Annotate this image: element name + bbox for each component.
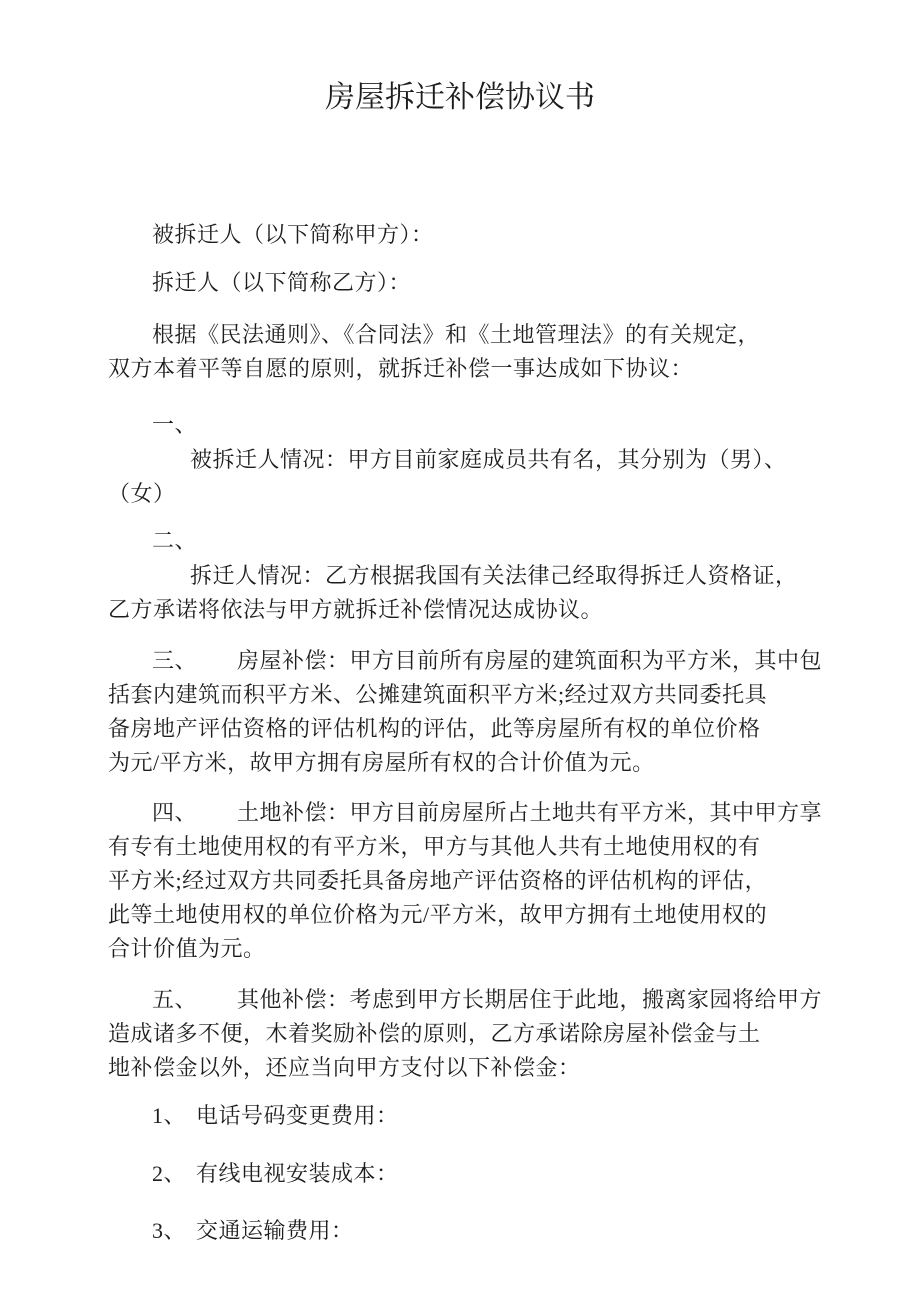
text-line: 双方本着平等自愿的原则，就拆迁补偿一事达成如下协议： xyxy=(108,356,694,381)
paragraph-plain xyxy=(108,266,883,300)
paragraph-detail xyxy=(108,443,883,511)
clause-number: 3、 xyxy=(152,1218,187,1243)
text-line: 合计价值为元。 xyxy=(108,936,266,961)
text-line xyxy=(108,1214,883,1248)
text-line xyxy=(108,1099,883,1133)
clause-text: 交通运输费用： xyxy=(196,1218,354,1243)
text-line: 乙方承诺将依法与甲方就拆迁补偿情况达成协议。 xyxy=(108,597,604,622)
paragraph-clause xyxy=(108,796,883,966)
document-title: 房屋拆迁补偿协议书 xyxy=(325,81,595,114)
clause-text: 有线电视安装成本： xyxy=(196,1161,399,1186)
text-line: 拆迁人情况：乙方根据我国有关法律己经取得拆迁人资格证， xyxy=(190,563,798,588)
text-line xyxy=(108,644,883,678)
text-line: 平方米;经过双方共同委托具备房地产评估资格的评估机构的评估， xyxy=(108,868,768,893)
text-line: 根据《民法通则》、《合同法》和《土地管理法》的有关规定， xyxy=(152,322,761,347)
text-line: 有专有土地使用权的有平方米，甲方与其他人共有土地使用权的有 xyxy=(108,834,761,859)
text-line: 被拆迁人（以下简称甲方）： xyxy=(152,222,434,247)
clause-text: 其他补偿：考虑到甲方长期居住于此地，搬离家园将给甲方 xyxy=(237,987,823,1012)
paragraph-item xyxy=(108,1099,883,1133)
text-line: 一、 xyxy=(152,412,198,437)
clause-text: 房屋补偿：甲方目前所有房屋的建筑面积为平方米，其中包 xyxy=(237,648,823,673)
clause-number: 2、 xyxy=(152,1161,187,1186)
clause-text: 电话号码变更费用： xyxy=(196,1103,399,1128)
text-line: 造成诸多不便，木着奖励补偿的原则，乙方承诺除房屋补偿金与土 xyxy=(108,1021,761,1046)
clause-number: 五、 xyxy=(152,987,198,1012)
text-line: 此等土地使用权的单位价格为元/平方米，故甲方拥有土地使用权的 xyxy=(108,902,768,927)
text-line: 被拆迁人情况：甲方目前家庭成员共有名，其分别为（男）、 xyxy=(190,447,787,472)
clause-text: 土地补偿：甲方目前房屋所占土地共有平方米，其中甲方享 xyxy=(237,800,823,825)
paragraph-item xyxy=(108,1157,883,1191)
paragraph-clause xyxy=(108,983,883,1085)
text-line: 二、 xyxy=(152,528,198,553)
paragraph-plain xyxy=(108,318,883,386)
paragraph-plain xyxy=(108,218,883,252)
paragraph-detail xyxy=(108,559,883,627)
paragraph-ordinal xyxy=(108,524,883,558)
paragraph-item xyxy=(108,1214,883,1248)
clause-number: 三、 xyxy=(152,648,198,673)
clause-number: 四、 xyxy=(152,800,198,825)
clause-number: 1、 xyxy=(152,1103,187,1128)
text-line: 拆迁人（以下简称乙方）： xyxy=(152,270,412,295)
text-line: 地补偿金以外，还应当向甲方支付以下补偿金： xyxy=(108,1055,581,1080)
document-body xyxy=(108,218,883,1248)
text-line: 备房地产评估资格的评估机构的评估，此等房屋所有权的单位价格 xyxy=(108,716,761,741)
text-line xyxy=(108,983,883,1017)
text-line: （女） xyxy=(108,481,176,506)
text-line xyxy=(108,1157,883,1191)
paragraph-ordinal xyxy=(108,408,883,442)
text-line xyxy=(108,796,883,830)
text-line: 为元/平方米，故甲方拥有房屋所有权的合计价值为元。 xyxy=(108,750,655,775)
paragraph-clause xyxy=(108,644,883,780)
text-line: 括套内建筑而积平方米、公摊建筑面积平方米;经过双方共同委托具 xyxy=(108,682,768,707)
